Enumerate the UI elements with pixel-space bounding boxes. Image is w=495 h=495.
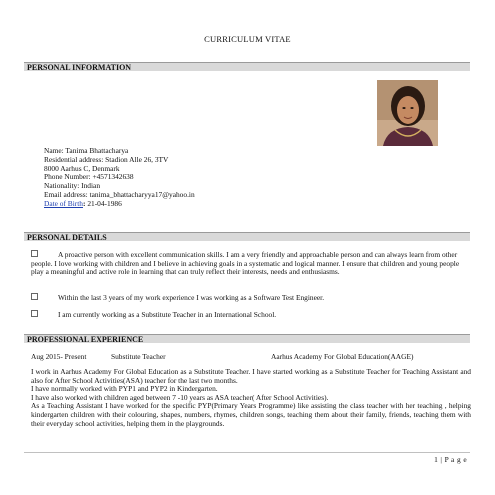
section-header-professional-experience: PROFESSIONAL EXPERIENCE bbox=[24, 334, 470, 343]
page-number: 1 | P a g e bbox=[434, 455, 467, 464]
details-bullet-3 bbox=[31, 310, 471, 320]
nationality-line: Nationality: Indian bbox=[44, 181, 101, 191]
profile-photo bbox=[377, 80, 438, 146]
details-bullet-1 bbox=[31, 250, 471, 277]
name-line: Name: Tanima Bhattacharya bbox=[44, 146, 129, 155]
section-header-personal-information: PERSONAL INFORMATION bbox=[24, 62, 470, 71]
experience-paragraph: I have also worked with children aged between 7 -10 years as ASA teacher( After School Activities). bbox=[31, 392, 329, 402]
experience-description bbox=[31, 368, 471, 428]
dob-label: Date of Birth bbox=[44, 198, 83, 208]
document-title: CURRICULUM VITAE bbox=[204, 34, 291, 44]
details-bullet-1-text: A proactive person with excellent communication skills. I am a very friendly and approachable person and can always learn from other people. I love working with children and I believe in achieving goals in a systematic and logical manner. I ensure that children and young people play a meaningful and active role in learning that can truly reflect their interests, needs and enthusiasms. bbox=[31, 250, 460, 277]
section-header-personal-details: PERSONAL DETAILS bbox=[24, 232, 470, 241]
experience-paragraph: I work in Aarhus Academy For Global Education as a Substitute Teacher. I have started working as a Substitute Teacher for Teaching Assistant and also for After School Activities(ASA) teacher for the last two months. bbox=[31, 367, 471, 385]
dob-colon: : bbox=[83, 198, 86, 208]
details-bullet-2-text: Within the last 3 years of my work experience I was working as a Software Test Engineer. bbox=[58, 293, 325, 302]
dob-value: 21-04-1986 bbox=[85, 198, 122, 208]
experience-paragraph: I have normally worked with PYP1 and PYP2 in Kindergarten. bbox=[31, 384, 218, 394]
address-line-1: Residential address: Stadion Alle 26, 3TV bbox=[44, 154, 169, 164]
phone-line: Phone Number: +4571342638 bbox=[44, 172, 134, 182]
experience-paragraph: As a Teaching Assistant I have worked for the specific PYP(Primary Years Programme) like assisting the class teacher with her teaching , helping kindergarten children with their colouring, shapes, numbers, rhymes, children songs, teaching them about their family, friends, teaching them with their everyday school activities, helping them in the playgrounds. bbox=[31, 401, 471, 428]
bullet-box-icon bbox=[31, 293, 38, 300]
bullet-box-icon bbox=[31, 250, 38, 257]
experience-period: Aug 2015- Present bbox=[31, 352, 87, 361]
details-bullet-2 bbox=[31, 293, 471, 303]
dob-line bbox=[44, 200, 344, 209]
details-bullet-3-text: I am currently working as a Substitute Teacher in an International School. bbox=[58, 310, 277, 319]
personal-info-block bbox=[44, 147, 344, 209]
experience-role: Substitute Teacher bbox=[111, 352, 166, 361]
experience-organization: Aarhus Academy For Global Education(AAGE) bbox=[271, 352, 414, 361]
address-line-2: 8000 Aarhus C, Denmark bbox=[44, 163, 120, 173]
footer-divider bbox=[24, 452, 470, 453]
bullet-box-icon bbox=[31, 310, 38, 317]
email-line: Email address: tanima_bhattacharyya17@yahoo.in bbox=[44, 189, 195, 199]
